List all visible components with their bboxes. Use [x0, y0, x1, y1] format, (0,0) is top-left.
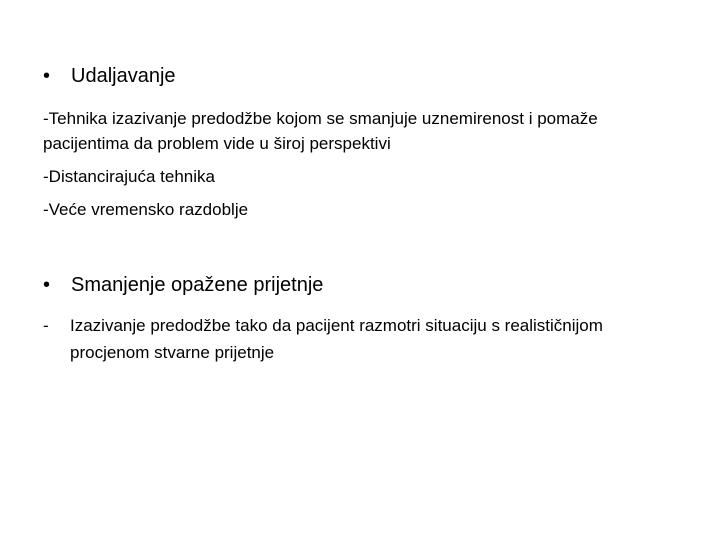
section-heading	[43, 62, 683, 90]
heading-text: Smanjenje opažene prijetnje	[71, 274, 324, 296]
bullet-icon: •	[43, 65, 51, 87]
list-item: -Tehnika izazivanje predodžbe kojom se smanjuje uznemirenost i pomaže pacijentima da problem vide u široj perspektivi	[43, 109, 598, 153]
heading-text: Udaljavanje	[71, 65, 176, 87]
list-item: -Distancirajuća tehnika	[43, 167, 215, 186]
section-udaljavanje	[43, 62, 683, 222]
list-item	[43, 312, 683, 366]
section-heading	[43, 271, 683, 299]
list-item: -Veće vremensko razdoblje	[43, 200, 249, 219]
bullet-icon: •	[43, 274, 51, 296]
section-smanjenje-prijetnje	[43, 271, 683, 366]
dash-marker: -	[43, 316, 49, 335]
list-item-text: Izazivanje predodžbe tako da pacijent razmotri situaciju s realističnijom procjenom stvarne prijetnje	[70, 316, 603, 362]
